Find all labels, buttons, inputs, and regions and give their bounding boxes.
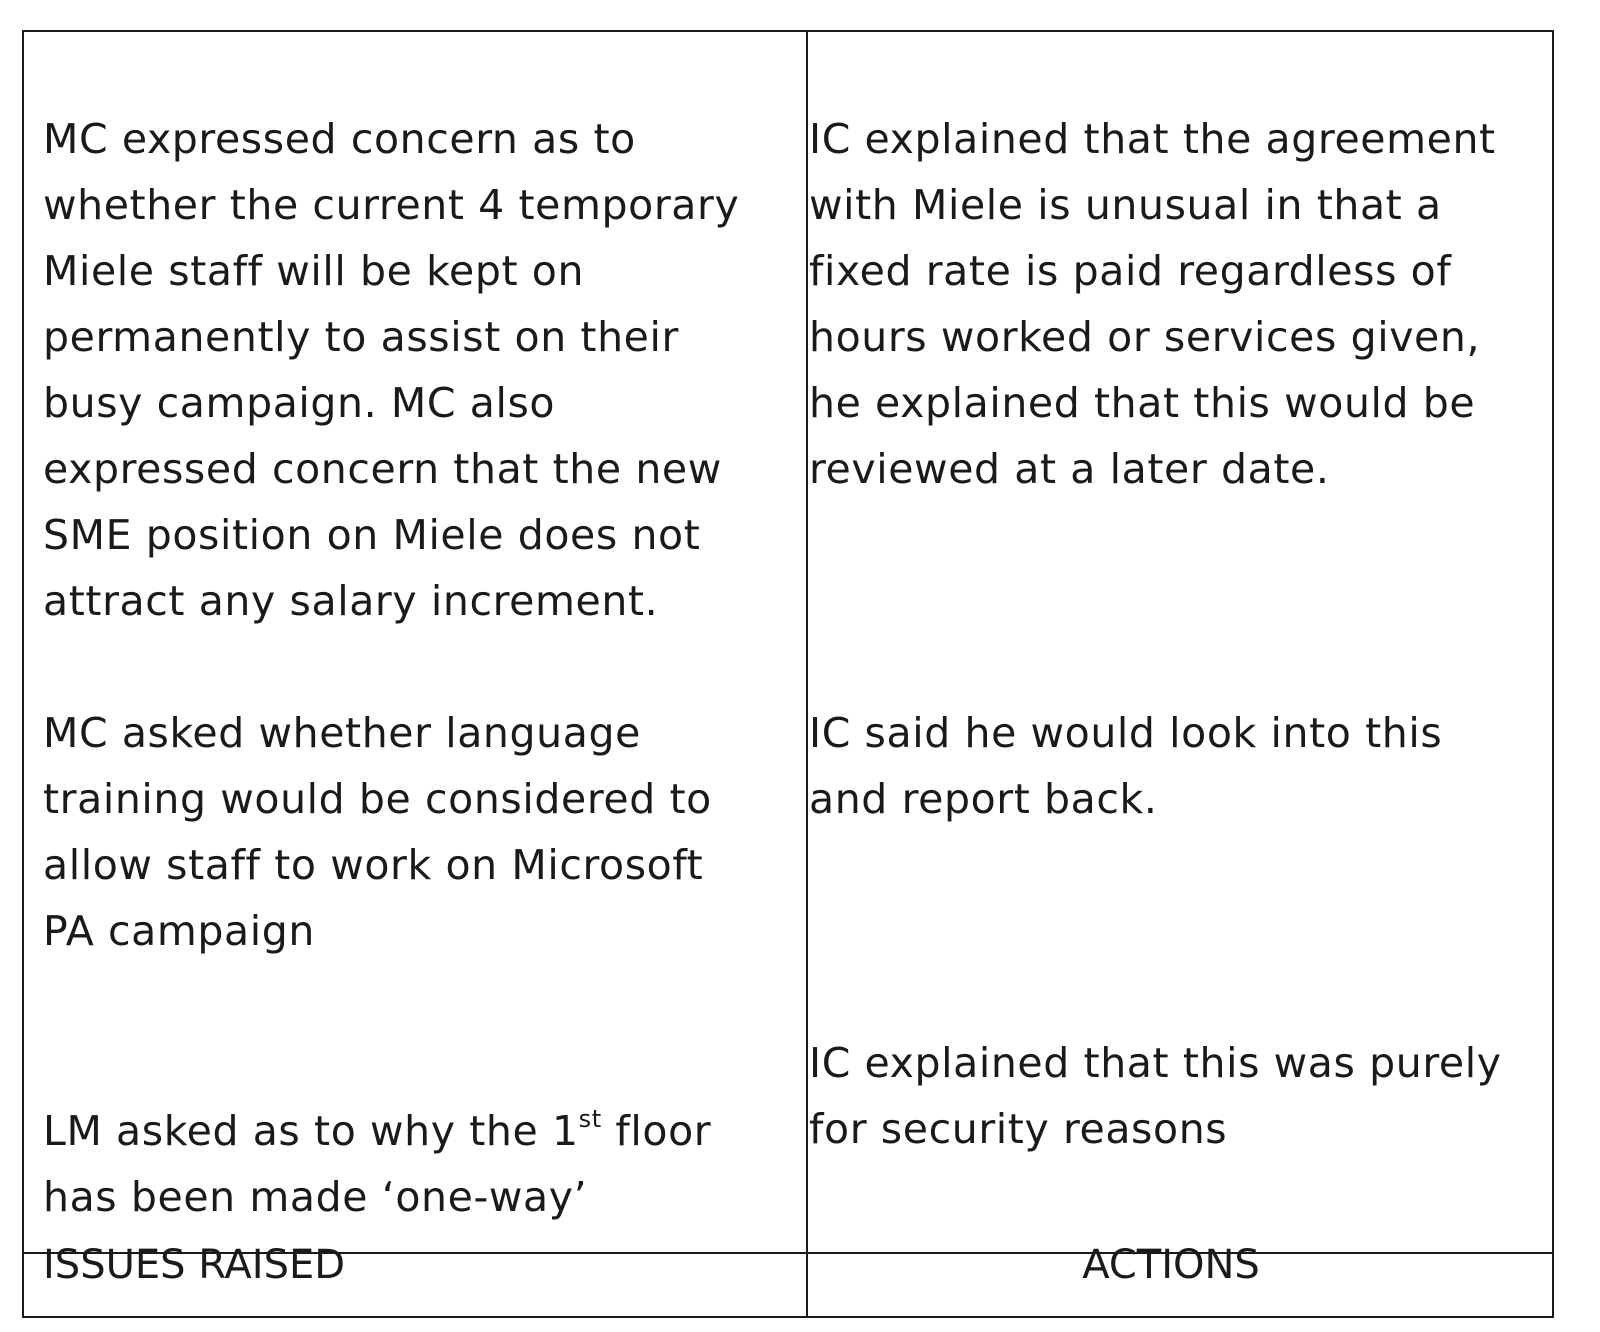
column-divider (806, 32, 808, 1316)
issue-cell-3-text-end: floor has been made ‘one-way’ (43, 1107, 712, 1221)
issue-cell-3 (43, 1098, 783, 1230)
ordinal-suffix: st (578, 1105, 602, 1133)
issue-cell-1: MC expressed concern as to whether the current 4 temporary Miele staff will be kept on permanently to assist on their busy campaign. MC also expressed concern that the new SME position on Miele does not attract any salary increment. (43, 115, 740, 625)
action-cell-3: IC explained that this was purely for security reasons (809, 1039, 1502, 1153)
issue-cell-2: MC asked whether language training would be considered to allow staff to work on Microsoft PA campaign (43, 709, 712, 955)
actions-header: ACTIONS (1082, 1242, 1260, 1288)
action-cell-1: IC explained that the agreement with Miele is unusual in that a fixed rate is paid regardless of hours worked or services given, he explained that this would be reviewed at a later date. (809, 115, 1496, 493)
issues-raised-header: ISSUES RAISED (43, 1242, 346, 1288)
issue-cell-3-text-start: LM asked as to why the 1 (43, 1107, 579, 1155)
action-cell-2: IC said he would look into this and report back. (809, 709, 1443, 823)
